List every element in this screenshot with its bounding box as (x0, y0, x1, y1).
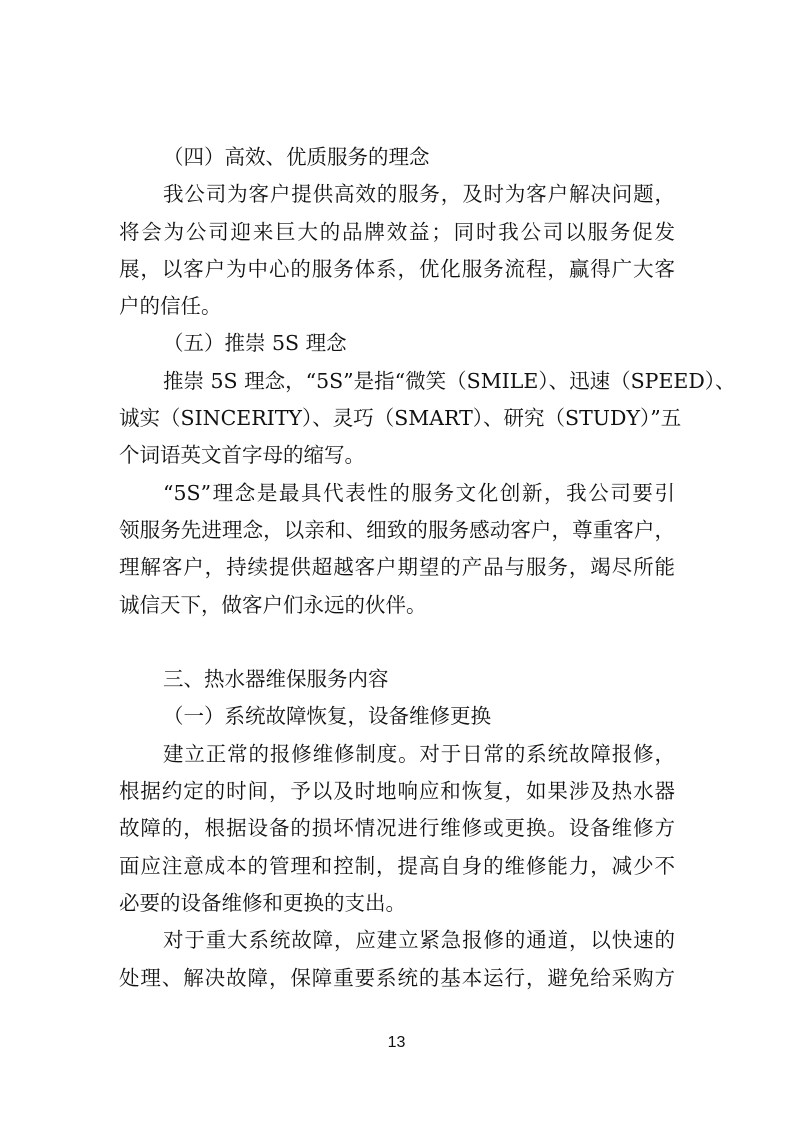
paragraph-line: 推崇 5S 理念，“5S”是指“微笑（SMILE）、迅速（SPEED）、 (163, 368, 736, 393)
paragraph-line: 我公司为客户提供高效的服务，及时为客户解决问题， (163, 182, 675, 207)
chapter-heading: 三、热水器维保服务内容 (163, 667, 389, 692)
paragraph-line: 根据约定的时间，予以及时地响应和恢复，如果涉及热水器 (119, 779, 675, 804)
blank-line (119, 624, 675, 661)
paragraph-line: 对于重大系统故障，应建立紧急报修的通道，以快速的 (163, 928, 675, 953)
paragraph-line: 处理、解决故障，保障重要系统的基本运行，避免给采购方 (119, 965, 675, 990)
paragraph-line: 建立正常的报修维修制度。对于日常的系统故障报修， (163, 741, 675, 766)
paragraph-line: 必要的设备维修和更换的支出。 (119, 890, 406, 915)
paragraph-line: 展，以客户为中心的服务体系，优化服务流程，赢得广大客 (119, 256, 675, 281)
paragraph-line: “5S”理念是最具代表性的服务文化创新，我公司要引 (163, 480, 675, 505)
paragraph-line: 诚实（SINCERITY）、灵巧（SMART）、研究（STUDY）”五 (119, 406, 682, 431)
paragraph-line: 户的信任。 (119, 294, 222, 319)
paragraph-line: 个词语英文首字母的缩写。 (119, 443, 365, 468)
paragraph-line: 将会为公司迎来巨大的品牌效益；同时我公司以服务促发 (119, 219, 675, 244)
paragraph-line: 故障的，根据设备的损坏情况进行维修或更换。设备维修方 (119, 816, 675, 841)
page-number: 13 (387, 1034, 406, 1051)
paragraph-line: 领服务先进理念，以亲和、细致的服务感动客户，尊重客户， (119, 517, 675, 542)
paragraph-line: 诚信天下，做客户们永远的伙伴。 (119, 592, 427, 617)
document-body (119, 139, 736, 997)
paragraph-line: 面应注意成本的管理和控制，提高自身的维修能力，减少不 (119, 853, 675, 878)
paragraph-line: 理解客户，持续提供超越客户期望的产品与服务，竭尽所能 (119, 555, 675, 580)
section-heading: （五）推崇 5S 理念 (163, 331, 347, 356)
subsection-heading: （一）系统故障恢复，设备维修更换 (163, 704, 491, 729)
section-heading: （四）高效、优质服务的理念 (163, 145, 430, 169)
